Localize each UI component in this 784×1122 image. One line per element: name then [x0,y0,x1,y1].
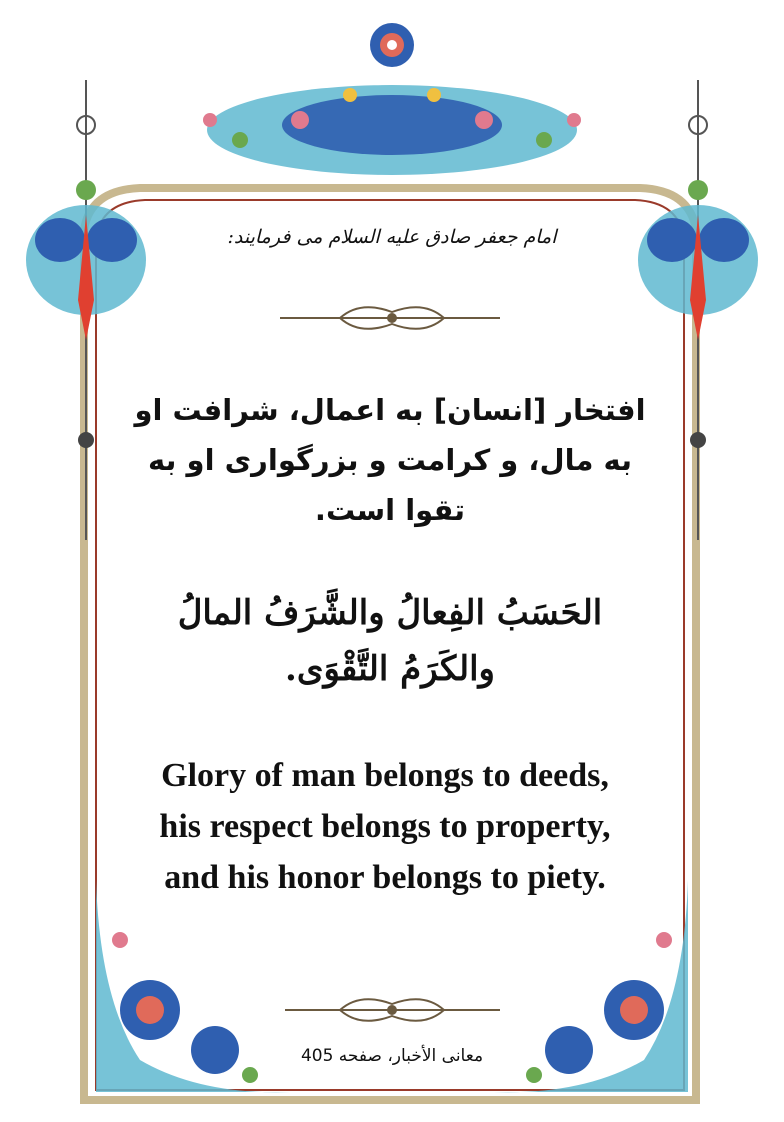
top-divider-ornament [280,307,500,329]
top-crown-ornament [203,23,581,175]
source-citation: معانی الأخبار، صفحه 405 [300,1046,484,1066]
left-side-ornament [26,80,146,540]
header-title: امام جعفر صادق علیه السلام می فرمایند: [227,226,557,248]
english-translation: Glory of man belongs to deeds, his respect belongs to property, and his honor belongs to piety. [159,757,611,896]
bottom-divider-ornament [285,999,500,1021]
right-side-ornament [638,80,758,540]
arabic-quote: الحَسَبُ الفِعالُ والشَّرَفُ المالُ والكَرَمُ التَّقْوَى. [177,593,603,689]
persian-quote: افتخار [انسان] به اعمال، شرافت او به مال، و کرامت و بزرگواری او به تقوا است. [134,393,646,527]
